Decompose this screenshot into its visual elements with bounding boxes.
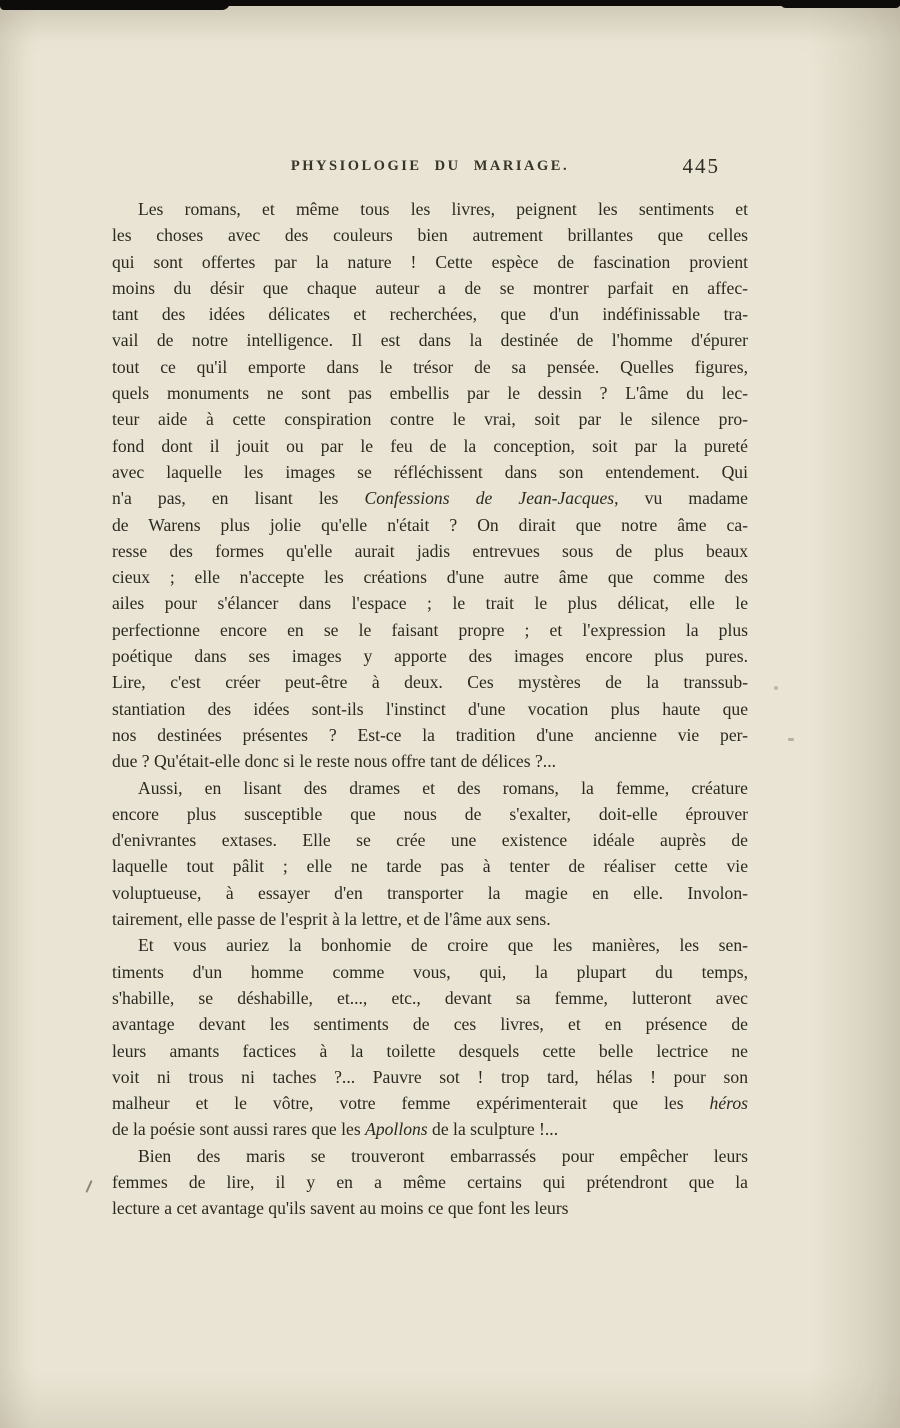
- body-text: , vu madame: [614, 488, 748, 509]
- text-line: [112, 590, 748, 616]
- text-block: [112, 196, 748, 1222]
- text-line: [112, 485, 748, 511]
- text-line: [112, 249, 748, 275]
- body-text: resse des formes qu'elle aurait jadis entrevues sous de plus beaux: [112, 540, 748, 561]
- text-line: [112, 669, 748, 695]
- body-text: voluptueuse, à essayer d'en transporter la magie en elle. Involon-: [112, 882, 748, 903]
- body-text: encore plus susceptible que nous de s'exalter, doit-elle éprouver: [112, 803, 748, 824]
- text-line: [112, 853, 748, 879]
- text-line: [112, 748, 748, 774]
- italic-text: Confessions de Jean-Jacques: [364, 488, 615, 509]
- text-line: [112, 906, 748, 932]
- body-text: leurs amants factices à la toilette desquels cette belle lectrice ne: [112, 1040, 748, 1061]
- text-line: [112, 696, 748, 722]
- body-text: tairement, elle passe de l'esprit à la lettre, et de l'âme aux sens.: [112, 909, 551, 930]
- text-line: [112, 301, 748, 327]
- body-text: avantage devant les sentiments de ces livres, et en présence de: [112, 1014, 748, 1035]
- text-line: [112, 643, 748, 669]
- scan-edge-top: [0, 0, 900, 6]
- body-text: femmes de lire, il y en a même certains qui prétendront que la: [112, 1171, 748, 1192]
- text-line: [112, 1143, 748, 1169]
- body-text: poétique dans ses images y apporte des images encore plus pures.: [112, 646, 748, 667]
- body-text: ailes pour s'élancer dans l'espace ; le trait le plus délicat, elle le: [112, 593, 748, 614]
- body-text: Aussi, en lisant des drames et des romans, la femme, créature: [138, 777, 748, 798]
- scan-artifact-mark: [788, 738, 794, 741]
- paragraph: [112, 196, 748, 775]
- page-header: [112, 154, 748, 182]
- text-line: [112, 1169, 748, 1195]
- text-line: [112, 459, 748, 485]
- text-line: [112, 196, 748, 222]
- body-text: fond dont il jouit ou par le feu de la conception, soit par la pureté: [112, 435, 748, 456]
- text-line: [112, 932, 748, 958]
- body-text: due ? Qu'était-elle donc si le reste nous offre tant de délices ?...: [112, 751, 556, 772]
- text-line: [112, 1064, 748, 1090]
- paragraph: [112, 775, 748, 933]
- body-text: de Warens plus jolie qu'elle n'était ? On dirait que notre âme ca-: [112, 514, 748, 535]
- body-text: s'habille, se déshabille, et..., etc., devant sa femme, lutteront avec: [112, 987, 748, 1008]
- text-line: [112, 801, 748, 827]
- text-line: [112, 354, 748, 380]
- body-text: perfectionne encore en se le faisant propre ; et l'expression la plus: [112, 619, 748, 640]
- body-text: timents d'un homme comme vous, qui, la plupart du temps,: [112, 961, 748, 982]
- body-text: qui sont offertes par la nature ! Cette espèce de fascination provient: [112, 251, 748, 272]
- body-text: voit ni trous ni taches ?... Pauvre sot ! trop tard, hélas ! pour son: [112, 1066, 748, 1087]
- scan-artifact-mark: [85, 1180, 92, 1193]
- body-text: laquelle tout pâlit ; elle ne tarde pas à tenter de réaliser cette vie: [112, 856, 748, 877]
- italic-text: Apollons: [365, 1119, 428, 1140]
- body-text: tout ce qu'il emporte dans le trésor de sa pensée. Quelles figures,: [112, 356, 748, 377]
- body-text: n'a pas, en lisant les: [112, 488, 365, 509]
- italic-text: héros: [709, 1093, 748, 1114]
- body-text: Et vous auriez la bonhomie de croire que les manières, les sen-: [138, 935, 748, 956]
- body-text: de la sculpture !...: [427, 1119, 559, 1140]
- text-line: [112, 1011, 748, 1037]
- body-text: lecture a cet avantage qu'ils savent au moins ce que font les leurs: [112, 1198, 569, 1219]
- body-text: Bien des maris se trouveront embarrassés pour empêcher leurs: [138, 1145, 748, 1166]
- body-text: tant des idées délicates et recherchées, que d'un indéfinissable tra-: [112, 304, 748, 325]
- body-text: nos destinées présentes ? Est-ce la tradition d'une ancienne vie per-: [112, 724, 748, 745]
- text-line: [112, 959, 748, 985]
- body-text: moins du désir que chaque auteur a de se montrer parfait en affec-: [112, 277, 748, 298]
- body-text: Les romans, et même tous les livres, peignent les sentiments et: [138, 199, 748, 219]
- text-line: [112, 1038, 748, 1064]
- text-line: [112, 880, 748, 906]
- body-text: malheur et le vôtre, votre femme expérimenterait que les: [112, 1093, 710, 1114]
- body-text: vail de notre intelligence. Il est dans la destinée de l'homme d'épurer: [112, 330, 748, 351]
- text-line: [112, 775, 748, 801]
- body-text: les choses avec des couleurs bien autrement brillantes que celles: [112, 225, 748, 246]
- text-line: [112, 617, 748, 643]
- text-line: [112, 722, 748, 748]
- text-line: [112, 1116, 748, 1142]
- text-line: [112, 222, 748, 248]
- text-line: [112, 380, 748, 406]
- scan-artifact-mark: [774, 686, 778, 690]
- text-line: [112, 406, 748, 432]
- paragraph: [112, 932, 748, 1142]
- text-line: [112, 564, 748, 590]
- text-line: [112, 827, 748, 853]
- body-text: Lire, c'est créer peut-être à deux. Ces mystères de la transsub-: [112, 672, 748, 693]
- body-text: de la poésie sont aussi rares que les: [112, 1119, 366, 1140]
- body-text: teur aide à cette conspiration contre le vrai, soit par le silence pro-: [112, 409, 748, 430]
- body-text: d'enivrantes extases. Elle se crée une existence idéale auprès de: [112, 830, 748, 851]
- text-line: [112, 1195, 748, 1221]
- page-number: 445: [682, 154, 720, 178]
- text-line: [112, 512, 748, 538]
- running-title: PHYSIOLOGIE DU MARIAGE.: [290, 158, 570, 174]
- body-text: stantiation des idées sont-ils l'instinct d'une vocation plus haute que: [112, 698, 748, 719]
- text-line: [112, 275, 748, 301]
- paragraph: [112, 1143, 748, 1222]
- text-line: [112, 538, 748, 564]
- text-line: [112, 985, 748, 1011]
- body-text: quels monuments ne sont pas embellis par le dessin ? L'âme du lec-: [112, 383, 748, 404]
- text-line: [112, 1090, 748, 1116]
- body-text: avec laquelle les images se réfléchissent dans son entendement. Qui: [112, 461, 748, 482]
- text-line: [112, 327, 748, 353]
- body-text: cieux ; elle n'accepte les créations d'une autre âme que comme des: [112, 567, 748, 588]
- text-line: [112, 433, 748, 459]
